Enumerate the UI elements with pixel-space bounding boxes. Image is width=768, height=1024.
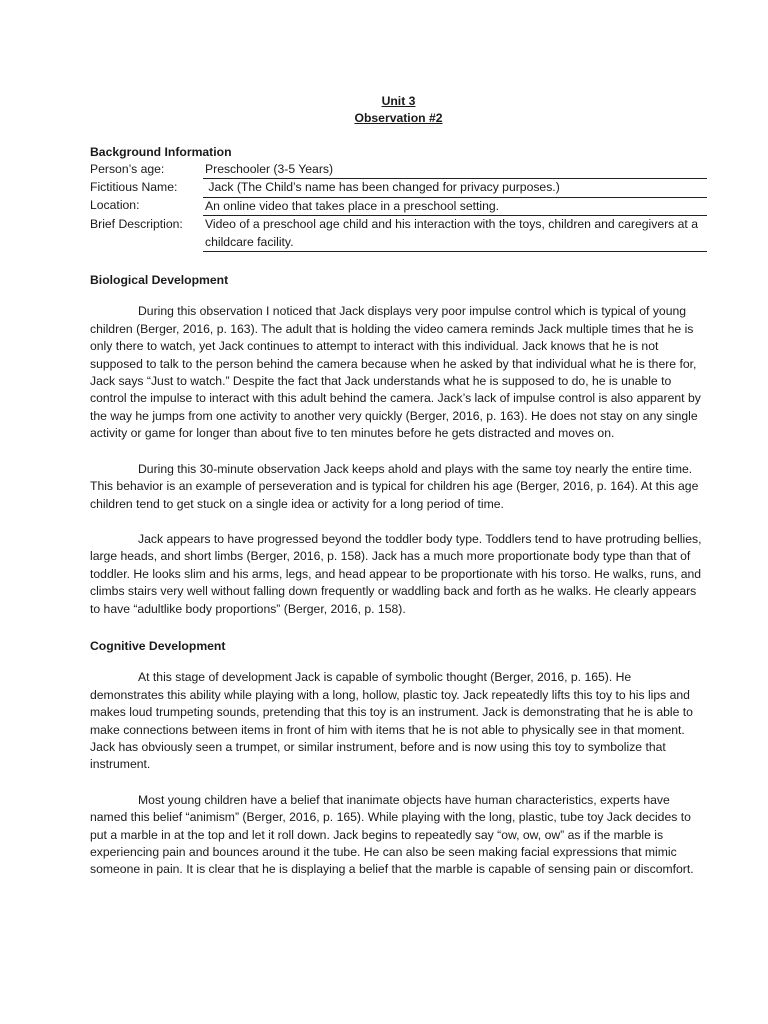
biological-heading: Biological Development [90, 273, 229, 288]
biological-paragraph: During this observation I noticed that Jack displays very poor impulse control which is typical of young children (Berger, 2016, p. 163). The adult that is holding the video camera reminds Jack multiple times that he is only there to watch, yet Jack continues to attempt to interact with this individual. Jack knows that he is not supposed to talk to the person behind the camera because when he asked by that individual what he is there for, Jack says “Just to watch.” Despite the fact that Jack understands what he is supposed to do, he is unable to control the impulse to interact with this adult behind the camera. Jack’s lack of impulse control is also apparent by the way he jumps from one activity to another very quickly (Berger, 2016, p. 163). He does not stay on any single activity or game for longer than about five to ten minutes before he gets distracted and moves on. [90, 304, 701, 441]
info-value: Video of a preschool age child and his interaction with the toys, children and caregivers at a childcare facility. [203, 216, 707, 252]
info-value: Preschooler (3-5 Years) [203, 161, 707, 179]
info-value: An online video that takes place in a preschool setting. [203, 197, 707, 215]
cognitive-heading: Cognitive Development [90, 638, 226, 653]
info-label: Fictitious Name: [90, 179, 178, 194]
info-row-location [90, 197, 707, 215]
info-label: Location: [90, 198, 140, 213]
background-info-table [90, 161, 707, 252]
info-label: Person’s age: [90, 162, 165, 176]
observation-title: Observation #2 [354, 111, 443, 125]
info-label: Brief Description: [90, 216, 183, 231]
cognitive-paragraph: Most young children have a belief that inanimate objects have human characteristics, experts have named this belief “animism” (Berger, 2016, p. 165). While playing with the long, plastic, tube toy Jack decides to put a marble in at the top and let it roll down. Jack begins to repeatedly say “ow, ow, ow” as if the marble is experiencing pain and bounces around it the tube. He can also be seen making facial expressions that mimic someone in pain. It is clear that he is displaying a belief that the marble is capable of sensing pain or discomfort. [90, 792, 694, 877]
unit-title: Unit 3 [381, 94, 416, 108]
info-row-description [90, 216, 707, 252]
info-row-age [90, 161, 707, 179]
info-value: Jack (The Child’s name has been changed for privacy purposes.) [203, 179, 707, 197]
biological-paragraph: During this 30-minute observation Jack keeps ahold and plays with the same toy nearly the entire time. This behavior is an example of perseveration and is typical for children his age (Berger, 2016, p. 164). At this age children tend to get stuck on a single idea or activity for a long period of time. [90, 461, 699, 511]
background-heading: Background Information [90, 145, 232, 159]
info-row-name [90, 179, 707, 197]
cognitive-paragraph: At this stage of development Jack is capable of symbolic thought (Berger, 2016, p. 165). He demonstrates this ability while playing with a long, hollow, plastic toy. Jack repeatedly lifts this toy to his lips and makes loud trumpeting sounds, pretending that this toy is an instrument. Jack is demonstrating that he is able to make connections between items in front of him with items that he is not able to physically see in that moment. Jack has obviously seen a trumpet, or similar instrument, before and is now using this toy to symbolize that instrument. [90, 670, 693, 772]
biological-paragraph: Jack appears to have progressed beyond the toddler body type. Toddlers tend to have protruding bellies, large heads, and short limbs (Berger, 2016, p. 158). Jack has a much more proportionate body type than that of toddler. He looks slim and his arms, legs, and head appear to be proportionate with his torso. He walks, runs, and climbs stairs very well without falling down frequently or waddling back and forth as he walks. He clearly appears to have “adultlike body proportions” (Berger, 2016, p. 158). [90, 531, 702, 616]
document-page [90, 93, 707, 897]
